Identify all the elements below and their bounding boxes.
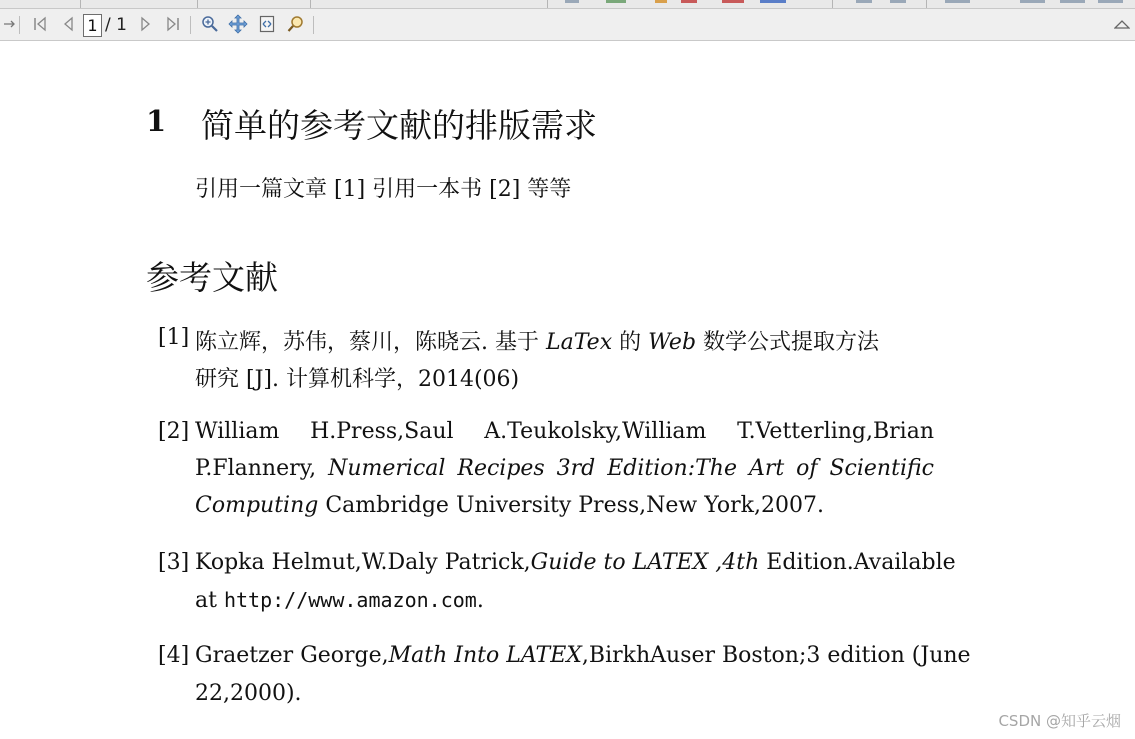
pan-icon[interactable] xyxy=(228,14,248,34)
first-page-icon[interactable] xyxy=(30,14,50,34)
next-page-icon[interactable] xyxy=(136,14,156,34)
reference-url[interactable]: http://www.amazon.com xyxy=(223,588,477,612)
reference-label: [2] xyxy=(158,419,190,444)
reference-3-line-1: Kopka Helmut,W.Daly Patrick,Guide to LATEX ,4th Edition.Available xyxy=(195,550,956,575)
reference-2-line-3: Computing Cambridge University Press,New York,2007. xyxy=(195,493,824,518)
upper-toolbar-strip xyxy=(0,0,1135,9)
previous-page-icon[interactable] xyxy=(58,14,78,34)
reference-3-line-2: at http://www.amazon.com. xyxy=(195,588,484,613)
reference-label: [4] xyxy=(158,643,190,668)
reference-2-line-1: William H.Press,Saul A.Teukolsky,William T.Vetterling,Brian xyxy=(195,419,934,444)
section-number: 1 xyxy=(146,104,167,138)
body-paragraph: 引用一篇文章 [1] 引用一本书 [2] 等等 xyxy=(195,177,572,202)
last-page-icon[interactable] xyxy=(163,14,183,34)
magnify-tool-icon[interactable] xyxy=(286,14,306,34)
reference-label: [1] xyxy=(158,325,190,350)
viewer-toolbar xyxy=(0,9,1135,41)
reference-4-line-1: Graetzer George,Math Into LATEX,BirkhAuser Boston;3 edition (June xyxy=(195,643,971,668)
page-number-input[interactable]: 1 xyxy=(83,14,102,37)
references-heading: 参考文献 xyxy=(146,258,278,297)
collapse-up-icon[interactable] xyxy=(1112,14,1132,34)
zoom-in-icon[interactable] xyxy=(200,14,220,34)
reference-1-line-2: 研究 [J]. 计算机科学，2014(06) xyxy=(195,367,520,392)
reference-4-line-2: 22,2000). xyxy=(195,681,302,706)
reference-1-line-1: 陈立辉，苏伟，蔡川，陈晓云. 基于 LaTex 的 Web 数学公式提取方法 xyxy=(195,330,880,355)
arrow-right-icon[interactable] xyxy=(0,14,20,34)
watermark: CSDN @知乎云烟 xyxy=(998,712,1121,730)
reference-label: [3] xyxy=(158,550,190,575)
section-title: 简单的参考文献的排版需求 xyxy=(201,106,597,145)
fit-page-icon[interactable] xyxy=(257,14,277,34)
page-total: / 1 xyxy=(105,15,127,35)
reference-2-line-2: P.Flannery, Numerical Recipes 3rd Edition:The Art of Scientific xyxy=(195,456,934,481)
